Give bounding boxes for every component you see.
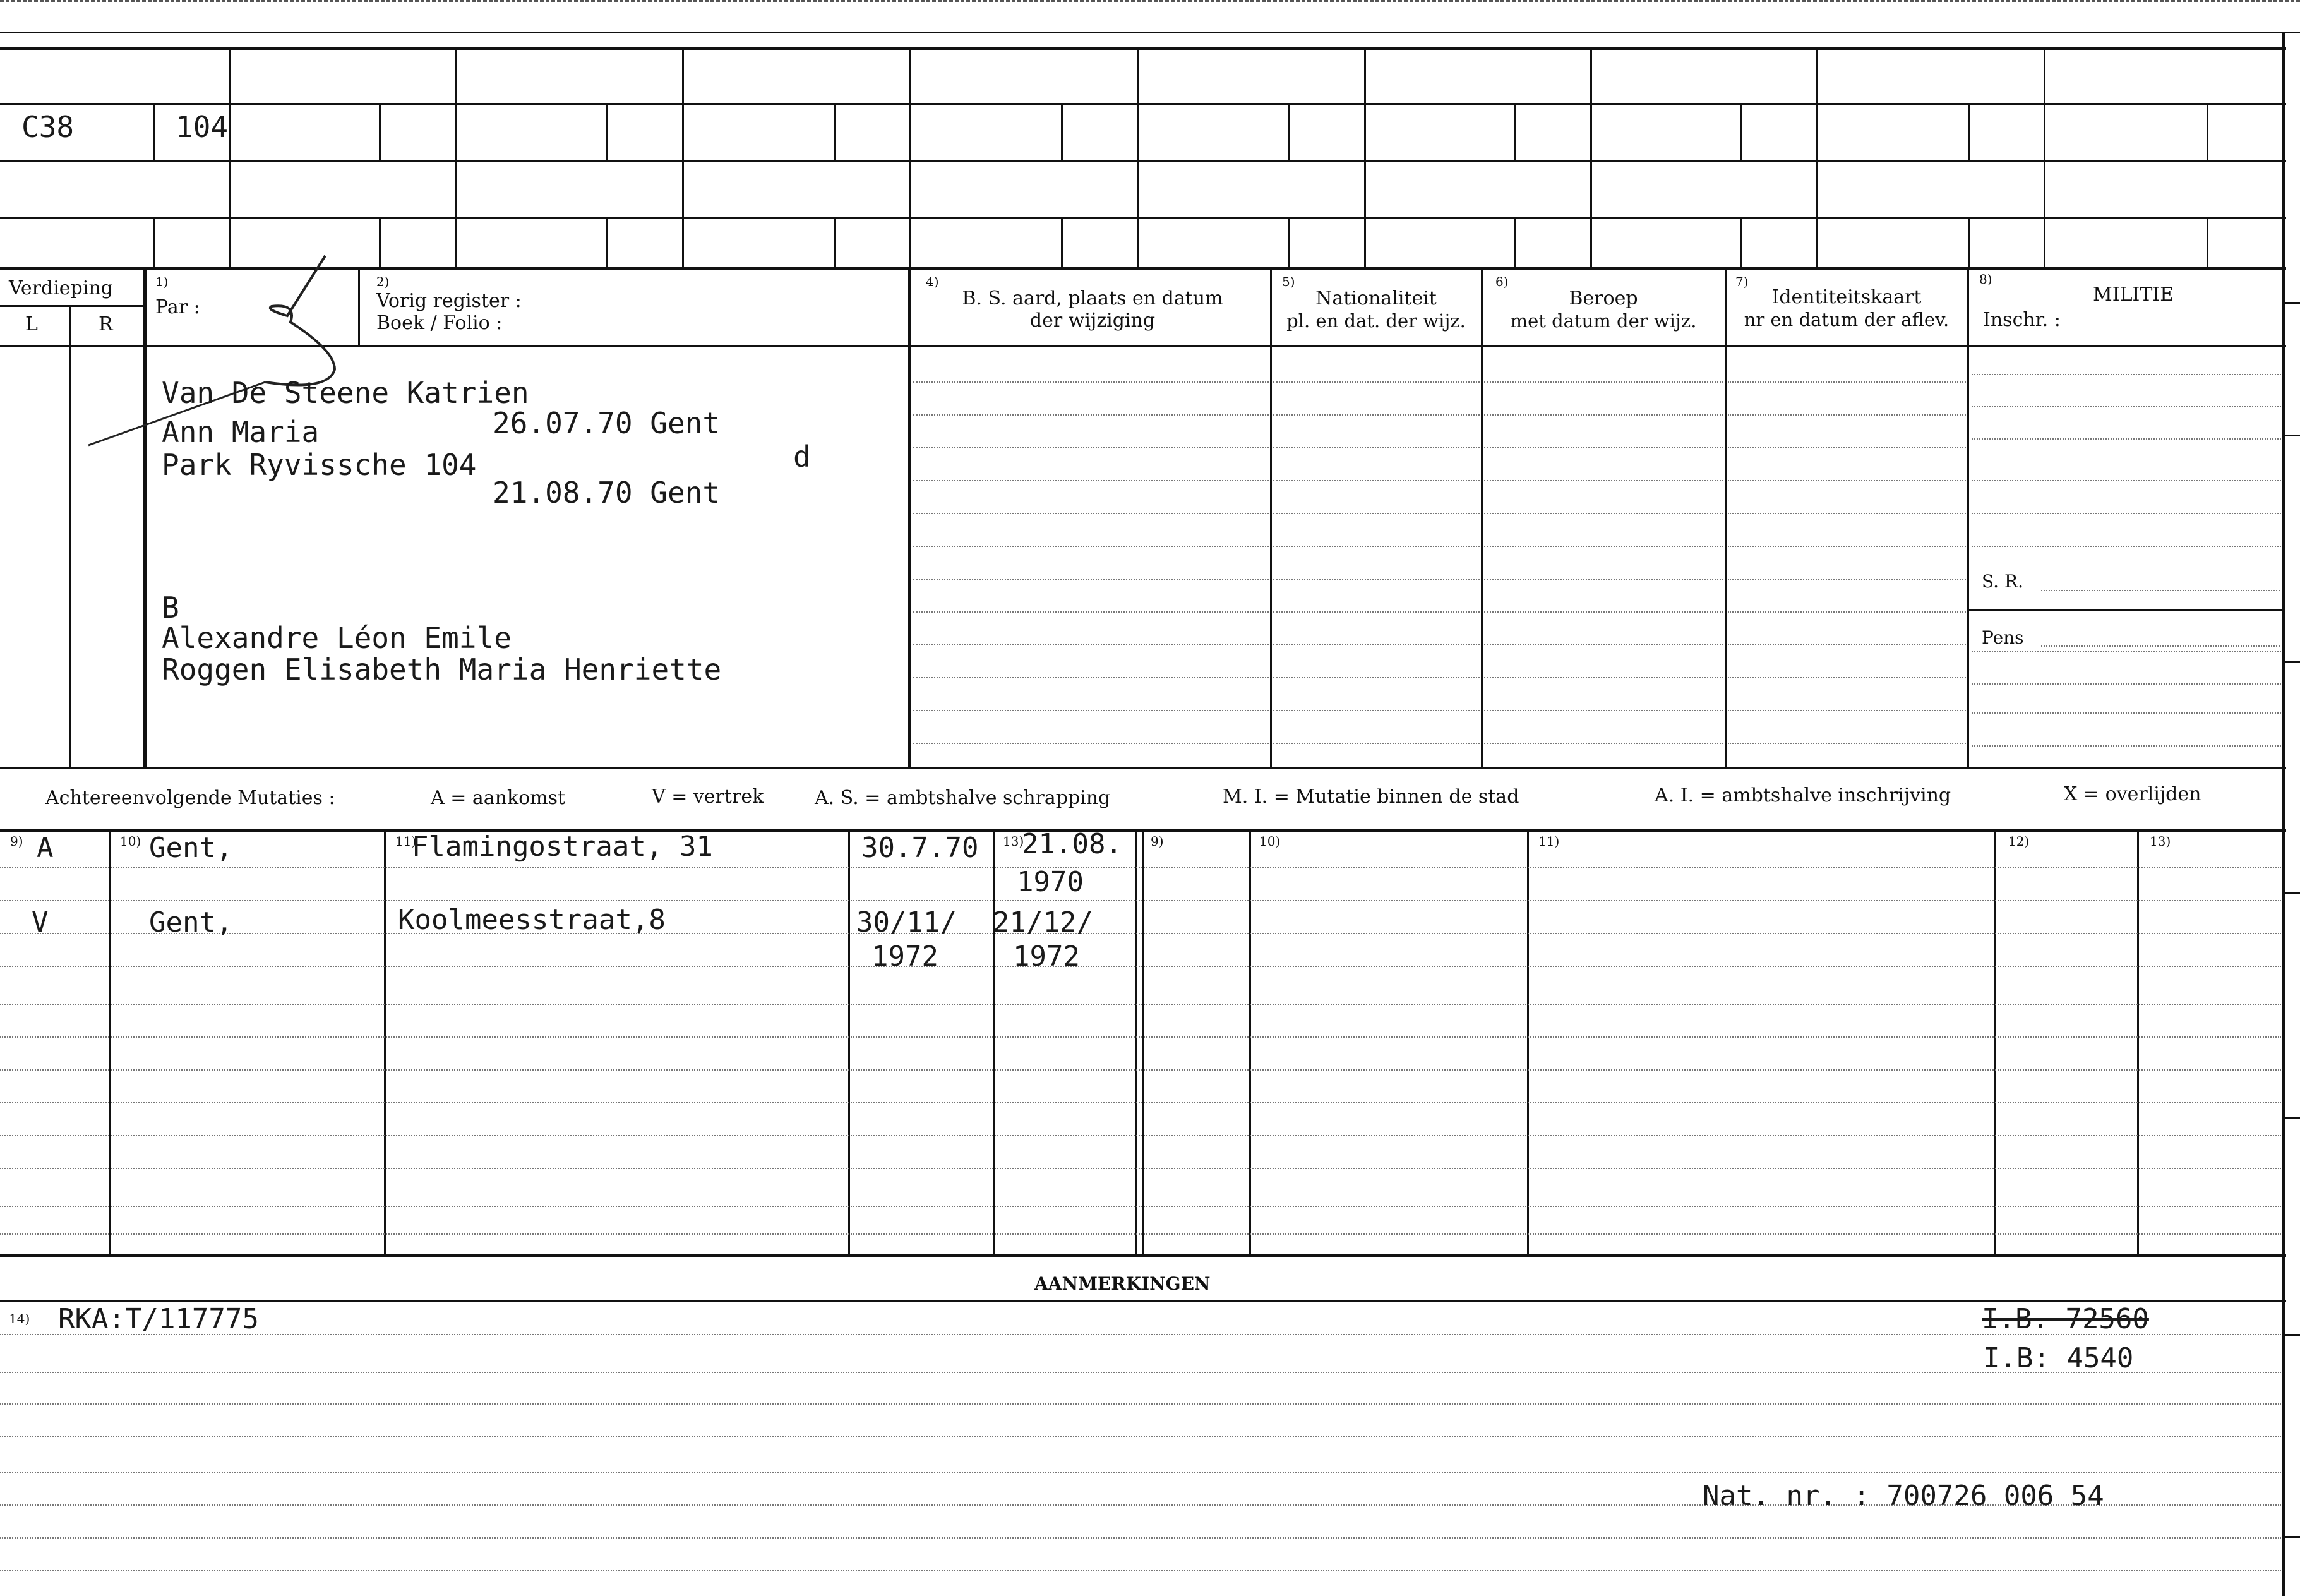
- person-father: Alexandre Léon Emile: [162, 621, 512, 655]
- bs-label-1: B. S. aard, plaats en datum: [962, 287, 1223, 309]
- r-label: R: [99, 313, 113, 335]
- legend-mi: M. I. = Mutatie binnen de stad: [1223, 786, 1519, 808]
- l-label: L: [25, 313, 38, 335]
- col5-num: 5): [1282, 274, 1295, 289]
- mut1-date1: 30.7.70: [861, 832, 979, 864]
- mut2-col9-num: 9): [1151, 834, 1164, 849]
- verdieping-label: Verdieping: [9, 277, 113, 299]
- mut1-date2a: 21.08.: [1022, 828, 1122, 860]
- identiteitskaart-label-2: nr en datum der aflev.: [1744, 309, 1950, 330]
- mut2-col12-num: 12): [2008, 834, 2030, 849]
- col2-num: 2): [376, 274, 390, 289]
- legend-a: A = aankomst: [431, 787, 566, 809]
- mut2-type: V: [32, 906, 49, 939]
- remarks-rka: RKA:T/117775: [58, 1303, 259, 1335]
- person-date2: 21.08.70 Gent: [493, 476, 721, 510]
- person-given-names: Ann Maria: [162, 415, 320, 449]
- mut2-date2b: 1972: [1013, 940, 1080, 973]
- inschr-label: Inschr. :: [1983, 309, 2061, 331]
- mut-col9-num: 9): [10, 834, 23, 849]
- remarks-ib-new: I.B: 4540: [1983, 1342, 2134, 1374]
- person-name: Van De Steene Katrien: [162, 376, 529, 410]
- beroep-label-2: met datum der wijz.: [1510, 310, 1697, 332]
- legend-as: A. S. = ambtshalve schrapping: [815, 787, 1111, 809]
- legend-x: X = overlijden: [2064, 783, 2201, 805]
- sr-label: S. R.: [1982, 571, 2023, 592]
- col7-num: 7): [1735, 274, 1749, 289]
- legend-title: Achtereenvolgende Mutaties :: [45, 787, 335, 809]
- col8-num: 8): [1979, 272, 1992, 287]
- mut1-type: A: [37, 832, 54, 864]
- nationaliteit-label-1: Nationaliteit: [1315, 287, 1437, 309]
- identiteitskaart-label-1: Identiteitskaart: [1771, 286, 1922, 308]
- pens-label: Pens: [1982, 627, 2024, 648]
- top-code: C38: [21, 110, 75, 144]
- mut2-col11-num: 11): [1538, 834, 1560, 849]
- par-label: Par :: [155, 296, 200, 318]
- nationaliteit-label-2: pl. en dat. der wijz.: [1286, 310, 1466, 332]
- militie-label: MILITIE: [2093, 284, 2174, 306]
- remarks-title: AANMERKINGEN: [1034, 1273, 1211, 1294]
- person-mark: d: [793, 440, 811, 474]
- vorig-register-label: Vorig register :: [376, 290, 522, 312]
- remarks-ib-old: I.B. 72560: [1982, 1303, 2149, 1335]
- legend-ai: A. I. = ambtshalve inschrijving: [1655, 784, 1951, 807]
- person-mother: Roggen Elisabeth Maria Henriette: [162, 652, 722, 687]
- mut2-date1b: 1972: [871, 940, 938, 973]
- mut2-date2a: 21/12/: [993, 906, 1093, 939]
- mut1-street: Flamingostraat, 31: [412, 831, 713, 863]
- boek-folio-label: Boek / Folio :: [376, 312, 503, 334]
- legend-v: V = vertrek: [652, 786, 764, 808]
- col1-num: 1): [155, 274, 169, 289]
- remarks-nat-nr: Nat. nr. : 700726 006 54: [1703, 1480, 2104, 1512]
- person-birth: 26.07.70 Gent: [493, 406, 721, 440]
- mut2-city: Gent,: [149, 906, 233, 939]
- col4-num: 4): [926, 274, 939, 289]
- mut2-col10-num: 10): [1259, 834, 1281, 849]
- mut1-city: Gent,: [149, 832, 233, 864]
- mut2-street: Koolmeesstraat,8: [398, 904, 666, 936]
- person-address: Park Ryvissche 104: [162, 448, 477, 482]
- mut-col13-num: 13): [1003, 834, 1024, 849]
- mut-col11-num: 11): [395, 834, 417, 849]
- top-number: 104: [176, 110, 229, 144]
- mut2-date1a: 30/11/: [856, 906, 957, 939]
- mut-col10-num: 10): [120, 834, 141, 849]
- remarks-num: 14): [9, 1311, 30, 1326]
- person-b-label: B: [162, 591, 179, 625]
- bs-label-2: der wijziging: [1029, 309, 1156, 332]
- mut1-date2b: 1970: [1017, 866, 1084, 898]
- beroep-label-1: Beroep: [1569, 287, 1638, 309]
- col6-num: 6): [1495, 274, 1509, 289]
- mut2-col13-num: 13): [2150, 834, 2171, 849]
